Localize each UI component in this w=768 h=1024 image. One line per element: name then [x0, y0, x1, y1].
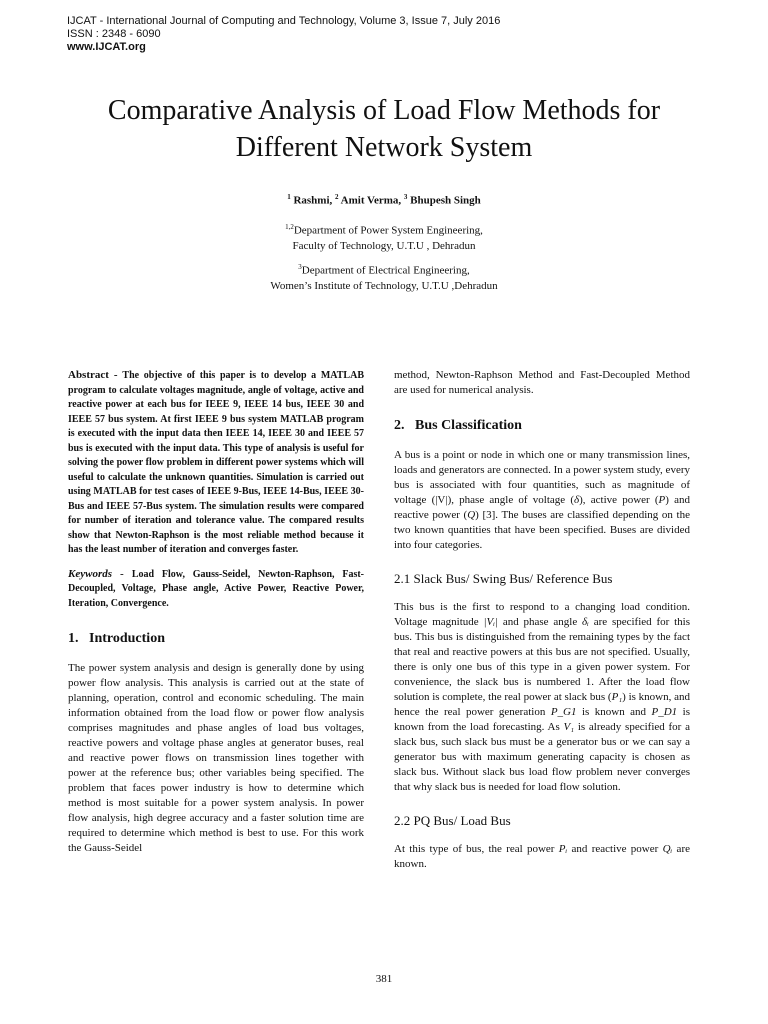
math-p: P [658, 494, 666, 506]
paper-title [40, 92, 728, 166]
math-vi: |Vᵢ| [483, 616, 498, 628]
subsection-2-2-paragraph [394, 842, 690, 872]
math-pg1: P_G1 [550, 706, 577, 718]
author-list [0, 193, 768, 207]
text-run: ), active power ( [579, 494, 659, 506]
text-run: is already specified for a slack bus, such slack bus must be a generator bus or we can say a generator bus with maximum generating capacity is chosen as slack bus. Without slack bus load flow problem never converges that why slack bus is needed for load flow solution. [394, 721, 690, 793]
text-run: are specified for this bus. This bus is distinguished from the remaining types by the fact that real and reactive powers at this bus are not specified. Usually, there is only one bus of this type in a given power system. For convenience, the slack bus is numbered 1. After the load flow solution is complete, the real power at slack bus ( [394, 616, 691, 703]
section-1-paragraph: The power system analysis and design is generally done by using power flow analysis. This analysis is carried out at the state of planning, operation, control and economic scheduling. The main information obtained from the load flow or power flow analysis comprises magnitudes and phase angles of load bus voltages, reactive powers and voltage phase angles at generator buses, real and reactive power flows on transmission lines together with power at the reference bus; other variables being specified. The problem that faces power industry is how to determine which method is most suitable for a power system analysis. In power flow analysis, high degree accuracy and a faster solution time are required to determine which method is best to use. For this work the Gauss-Seidel [68, 662, 364, 854]
text-run: ) [3]. The buses are classified depending on the two known quantities that have been specified. Buses are divided into four categories. [394, 509, 690, 551]
abstract-text: The objective of this paper is to develop a MATLAB program to calculate voltages magnitude, angle of voltage, active and reactive power at each bus for IEEE 9, IEEE 14 bus, IEEE 30 and IEEE 57 bus system. At first IEEE 9 bus system MATLAB program is executed with the input data then IEEE 14, IEEE 30 and IEEE 57 bus is executed with the input data. This type of analysis is useful for solving the power flow problem in different power systems which will useful to calculate the unknown quantities. Simulation is carried out using MATLAB for test cases of IEEE 9-Bus, IEEE 14-Bus, IEEE 30-Bus and IEEE 57-Bus system. The simulation results were compared for number of iteration and tolerance value. The compared results show that Newton-Raphson is the most reliable method because it has the least number of iteration and converges faster. [68, 370, 364, 555]
keywords [68, 567, 364, 612]
author-3-sup: 3 [403, 193, 408, 201]
text-run: ) is known, and hence the real power generation [394, 691, 690, 718]
affiliation-2-sup: 3 [298, 263, 302, 271]
math-qi: Qᵢ [662, 843, 673, 855]
math-delta-i: δᵢ [582, 616, 589, 628]
subsection-2-1-paragraph [394, 600, 690, 795]
page-number: 381 [375, 973, 393, 985]
journal-header [67, 15, 500, 54]
subsection-2-1-heading: 2.1 Slack Bus/ Swing Bus/ Reference Bus [394, 571, 613, 586]
keywords-label: Keywords - [68, 567, 132, 580]
continued-paragraph: method, Newton-Raphson Method and Fast-Decoupled Method are used for numerical analysis. [394, 369, 690, 396]
text-run: is known from the load forecasting. As [394, 706, 690, 733]
math-q: Q [467, 509, 476, 521]
affiliation-1-sup: 1,2 [285, 223, 294, 231]
affiliation-1 [0, 220, 768, 254]
math-p1: P₁ [611, 691, 623, 703]
author-1-sup: 1 [287, 193, 291, 201]
author-2: Amit Verma, [340, 194, 404, 207]
author-1: Rashmi, [293, 194, 335, 207]
text-run: is known and [576, 706, 652, 718]
text-run: This bus is the first to respond to a changing load condition. Voltage magnitude [394, 601, 690, 628]
affiliation-2-line-1: Department of Electrical Engineering, [301, 264, 470, 277]
math-pd1: P_D1 [651, 706, 678, 718]
right-column [394, 368, 690, 872]
author-3: Bhupesh Singh [410, 194, 481, 207]
title-line-1: Comparative Analysis of Load Flow Methods for [107, 95, 661, 126]
issn-line: ISSN : 2348 - 6090 [67, 28, 161, 40]
affiliation-2 [0, 260, 768, 294]
section-2-paragraph [394, 448, 690, 553]
author-2-sup: 2 [335, 193, 339, 201]
subsection-2-2-heading: 2.2 PQ Bus/ Load Bus [394, 813, 511, 828]
math-delta: δ [574, 494, 580, 506]
math-pi: Pᵢ [558, 843, 568, 855]
math-v1: V₁ [563, 721, 575, 733]
keywords-text: Load Flow, Gauss-Seidel, Newton-Raphson, Fast-Decoupled, Voltage, Phase angle, Active Power, Reactive Power, Iteration, Convergence. [68, 568, 364, 609]
text-run: and phase angle [498, 616, 583, 628]
text-run: ) and reactive power ( [394, 494, 691, 521]
text-run: and reactive power [567, 843, 663, 855]
section-2-heading: 2. Bus Classification [394, 418, 522, 433]
text-run: are known. [394, 843, 690, 870]
text-run: A bus is a point or node in which one or many transmission lines, loads and generators are connected. In a power system study, every bus is associated with four quantities, such as magnitude of voltage (|V|), phase angle of voltage ( [394, 449, 690, 506]
abstract [68, 368, 364, 558]
left-column [68, 368, 364, 856]
journal-title-line: IJCAT - International Journal of Computing and Technology, Volume 3, Issue 7, July 2016 [67, 15, 501, 27]
journal-website: www.IJCAT.org [67, 41, 146, 53]
affiliation-1-line-2: Faculty of Technology, U.T.U , Dehradun [292, 239, 476, 252]
section-1-heading: 1. Introduction [68, 631, 165, 646]
text-run: At this type of bus, the real power [394, 843, 559, 855]
affiliation-1-line-1: Department of Power System Engineering, [293, 224, 483, 237]
abstract-label: Abstract - [68, 369, 123, 381]
affiliation-2-line-2: Women’s Institute of Technology, U.T.U ,Dehradun [270, 279, 498, 292]
title-line-2: Different Network System [235, 132, 533, 163]
